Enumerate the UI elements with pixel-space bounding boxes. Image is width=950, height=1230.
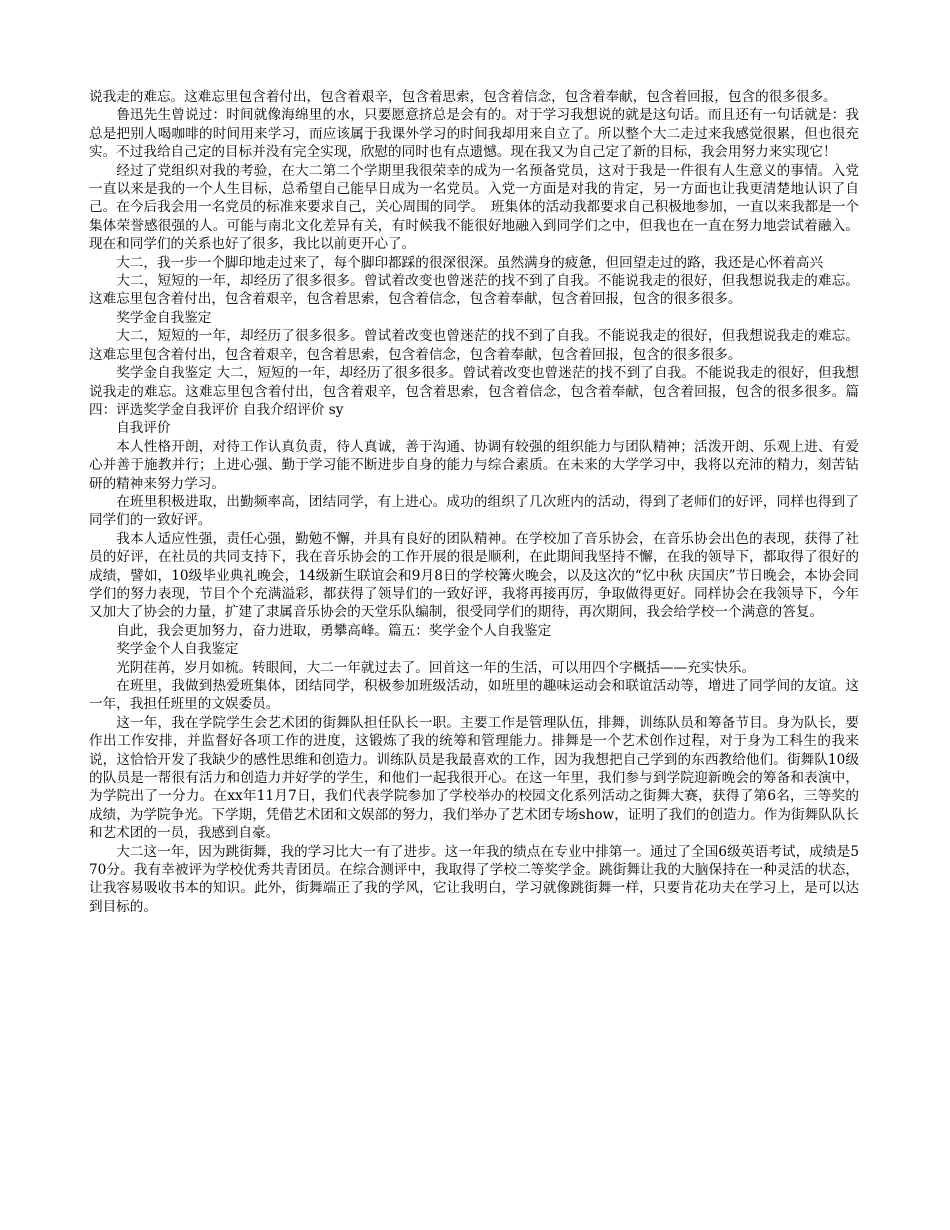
paragraph: 在班里积极进取，出勤频率高，团结同学，有上进心。成功的组织了几次班内的活动，得到了老师们的好评，同样也得到了同学们的一致好评。 — [89, 493, 859, 529]
section-heading: 奖学金自我鉴定 — [116, 309, 212, 326]
section-heading: 奖学金个人自我鉴定 — [116, 641, 239, 658]
paragraph: 经过了党组织对我的考验，在大二第二个学期里我很荣幸的成为一名预备党员，这对于我是一件很有人生意义的事情。入党一直以来是我的一个人生目标，总希望自己能早日成为一名党员。入党一方面是对我的肯定，另一方面也让我更清楚地认识了自己。在今后我会用一名党员的标准来要求自己，关心周围的同学。 班集体的活动我都要求自己积极地参加，一直以来我都是一个集体荣誉感很强的人。可能与南北文化差异有关，有时候我不能很好地融入到同学们之中，但我也在一直在努力地尝试着融入。现在和同学们的关系也好了很多，我比以前更开心了。 — [89, 162, 859, 253]
paragraph: 在班里，我做到热爱班集体，团结同学，积极参加班级活动，如班里的趣味运动会和联谊活动等，增进了同学间的友谊。这一年，我担任班里的文娱委员。 — [89, 678, 859, 713]
paragraph: 大二，短短的一年，却经历了很多很多。曾试着改变也曾迷茫的找不到了自我。不能说我走的很好，但我想说我走的难忘。这难忘里包含着付出，包含着艰辛，包含着思索，包含着信念，包含着奉献，包含着回报，包含的很多很多。 — [89, 328, 859, 363]
paragraph: 这一年，我在学院学生会艺术团的街舞队担任队长一职。主要工作是管理队伍，排舞，训练队员和筹备节目。身为队长，要作出工作安排，并监督好各项工作的进度，这锻炼了我的统筹和管理能力。排舞是一个艺术创作过程，对于身为工科生的我来说，这恰恰开发了我缺少的感性思维和创造力。训练队员是我最喜欢的工作，因为我想把自己学到的东西教给他们。街舞队10级的队员是一帮很有活力和创造力并好学的学生，和他们一起我很开心。在这一年里，我们参与到学院迎新晚会的筹备和表演中，为学院出了一分力。在xx年11月7日，我们代表学院参加了学校举办的校园文化系列活动之街舞大赛，获得了第6名，三等奖的成绩，为学院争光。下学期，凭借艺术团和文娱部的努力，我们举办了艺术团专场show，证明了我们的创造力。作为街舞队队长和艺术团的一员，我感到自豪。 — [89, 714, 859, 842]
paragraph: 说我走的难忘。这难忘里包含着付出，包含着艰辛，包含着思索，包含着信念，包含着奉献，包含着回报，包含的很多很多。 — [89, 89, 837, 105]
paragraph: 本人性格开朗，对待工作认真负责，待人真诚，善于沟通、协调有较强的组织能力与团队精神；活泼开朗、乐观上进、有爱心并善于施教并行；上进心强、勤于学习能不断进步自身的能力与综合素质。在未来的大学学习中，我将以充沛的精力，刻苦钻研的精神来努力学习。 — [89, 438, 859, 492]
paragraph: 大二这一年，因为跳街舞，我的学习比大一有了进步。这一年我的绩点在专业中排第一。通过了全国6级英语考试，成绩是570分。我有幸被评为学校优秀共青团员。在综合测评中，我取得了学校二等奖学金。跳街舞让我的大脑保持在一种灵活的状态，让我容易吸收书本的知识。此外，街舞端正了我的学风，它让我明白，学习就像跳街舞一样，只要肯花功夫在学习上，是可以达到目标的。 — [89, 843, 859, 915]
document-body — [89, 88, 859, 916]
paragraph: 自此，我会更加努力，奋力进取，勇攀高峰。篇五：奖学金个人自我鉴定 — [116, 622, 552, 639]
paragraph: 大二，我一步一个脚印地走过来了，每个脚印都踩的很深很深。虽然满身的疲惫，但回望走过的路，我还是心怀着高兴 — [116, 254, 824, 271]
paragraph: 我本人适应性强，责任心强，勤勉不懈，并具有良好的团队精神。在学校加了音乐协会，在音乐协会出色的表现，获得了社员的好评，在社员的共同支持下，我在音乐协会的工作开展的很是顺利，在此期间我坚持不懈，在我的领导下，都取得了很好的成绩，譬如，10级毕业典礼晚会，14级新生联谊会和9月8日的学校篝火晚会，以及这次的“忆中秋 庆国庆”节日晚会，本协会同学们的努力表现，节目个个充满溢彩，都获得了领导们的一致好评，我将再接再厉，争取做得更好。同样协会在我领导下，今年又加大了协会的力量，扩建了隶属音乐协会的天堂乐队编制，很受同学们的期待，再次期间，我会给学校一个满意的答复。 — [89, 530, 859, 621]
paragraph: 奖学金自我鉴定 大二，短短的一年，却经历了很多很多。曾试着改变也曾迷茫的找不到了自我。不能说我走的很好，但我想说我走的难忘。这难忘里包含着付出，包含着艰辛，包含着思索，包含着信念，包含着奉献，包含着回报，包含的很多很多。篇四：评选奖学金自我评价 自我介绍评价 sy — [89, 365, 859, 418]
paragraph: 光阴荏苒，岁月如梳。转眼间，大二一年就过去了。回首这一年的生活，可以用四个字概括——充实快乐。 — [116, 659, 756, 676]
paragraph: 大二，短短的一年，却经历了很多很多。曾试着改变也曾迷茫的找不到了自我。不能说我走的很好，但我想说我走的难忘。这难忘里包含着付出，包含着艰辛，包含着思索，包含着信念，包含着奉献，包含着回报，包含的很多很多。 — [89, 273, 859, 308]
section-heading: 自我评价 — [116, 420, 171, 437]
paragraph: 鲁迅先生曾说过：时间就像海绵里的水，只要愿意挤总是会有的。对于学习我想说的就是这句话。而且还有一句话就是：我总是把别人喝咖啡的时间用来学习，而应该属于我课外学习的时间我却用来自立了。所以整个大二走过来我感觉很累，但也很充实。不过我给自己定的目标并没有完全实现，欣慰的同时也有点遗憾。现在我又为自己定了新的目标，我会用努力来实现它！ — [89, 107, 859, 161]
